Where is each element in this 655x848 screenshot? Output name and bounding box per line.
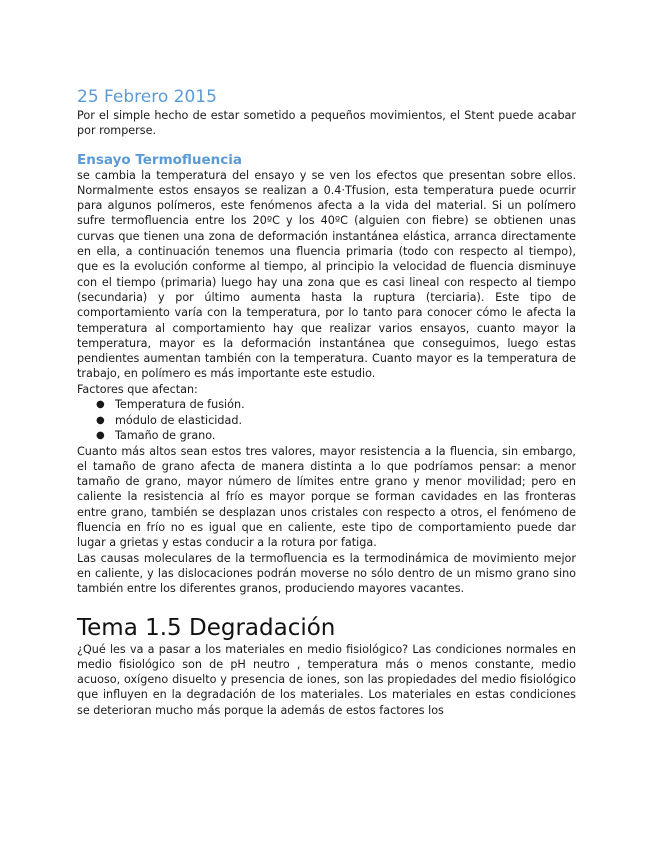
topic-heading-degradacion: Tema 1.5 Degradación xyxy=(77,614,336,641)
degradacion-paragraph-1: ¿Qué les va a pasar a los materiales en medio fisiológico? Las condiciones normales en medio fisiológico son de pH neutro , temperatura más o menos constante, medio acuoso, oxígeno disuelto y presencia de iones, son las propiedades del medio fisiológico que influyen en la degradación de los materiales. Los materiales en estas condiciones se deterioran mucho más porque la además de estos factores los xyxy=(77,642,576,717)
list-item xyxy=(96,413,576,429)
termofluencia-paragraph-3: Las causas moleculares de la termofluencia es la termodinámica de movimiento mejor en caliente, y las dislocaciones podrán moverse no sólo dentro de un mismo grano sino también entre los diferentes granos, produciendo mayores vacantes. xyxy=(77,551,576,596)
intro-paragraph: Por el simple hecho de estar sometido a pequeños movimientos, el Stent puede acabar por romperse. xyxy=(77,109,576,138)
factors-label: Factores que afectan: xyxy=(77,382,198,396)
list-item-text: módulo de elasticidad. xyxy=(115,413,243,427)
list-item-text: Tamaño de grano. xyxy=(115,429,216,443)
list-item xyxy=(96,397,576,413)
bullet-icon: ● xyxy=(96,430,105,442)
list-item xyxy=(96,428,576,444)
bullet-icon: ● xyxy=(96,399,105,411)
document-page xyxy=(77,86,576,718)
list-item-text: Temperatura de fusión. xyxy=(115,398,245,412)
section-heading-ensayo-termofluencia: Ensayo Termofluencia xyxy=(77,151,243,168)
factors-list xyxy=(77,397,576,444)
date-heading: 25 Febrero 2015 xyxy=(77,87,217,107)
bullet-icon: ● xyxy=(96,414,105,426)
termofluencia-paragraph-1: se cambia la temperatura del ensayo y se ven los efectos que presentan sobre ellos. Normalmente estos ensayos se realizan a 0.4·Tfusion, esta temperatura puede ocurrir para algunos polímeros, este fenómenos afecta a la vida del material. Si un polímero sufre termofluencia entre los 20ºC y los 40ºC (alguien con fiebre) se obtienen unas curvas que tienen una zona de deformación instantánea elástica, arranca directamente en ella, a continuación tenemos una fluencia primaria (todo con respecto al tiempo), que es la evolución conforme al tiempo, al principio la velocidad de fluencia disminuye con el tiempo (primaria) luego hay una zona que es casi lineal con respecto al tiempo (secundaria) y por último aumenta hasta la ruptura (terciaria). Este tipo de comportamiento varía con la temperatura, por lo tanto para conocer cómo le afecta la temperatura al comportamiento hay que realizar varios ensayos, cuanto mayor la temperatura, mayor es la deformación instantánea que conseguimos, luego estas pendientes aumentan también con la temperatura. Cuanto mayor es la temperatura de trabajo, en polímero es más importante este estudio. xyxy=(77,168,576,381)
termofluencia-paragraph-2: Cuanto más altos sean estos tres valores, mayor resistencia a la fluencia, sin embargo, el tamaño de grano afecta de manera distinta a lo que podríamos pensar: a menor tamaño de grano, mayor número de límites entre grano y menor movilidad; pero en caliente la resistencia al frío es mayor porque se forman cavidades en las fronteras entre grano, también se desplazan unos cristales con respecto a otros, el fenómeno de fluencia en frío no es igual que en caliente, este tipo de comportamiento puede dar lugar a grietas y estas conducir a la rotura por fatiga. xyxy=(77,444,576,550)
